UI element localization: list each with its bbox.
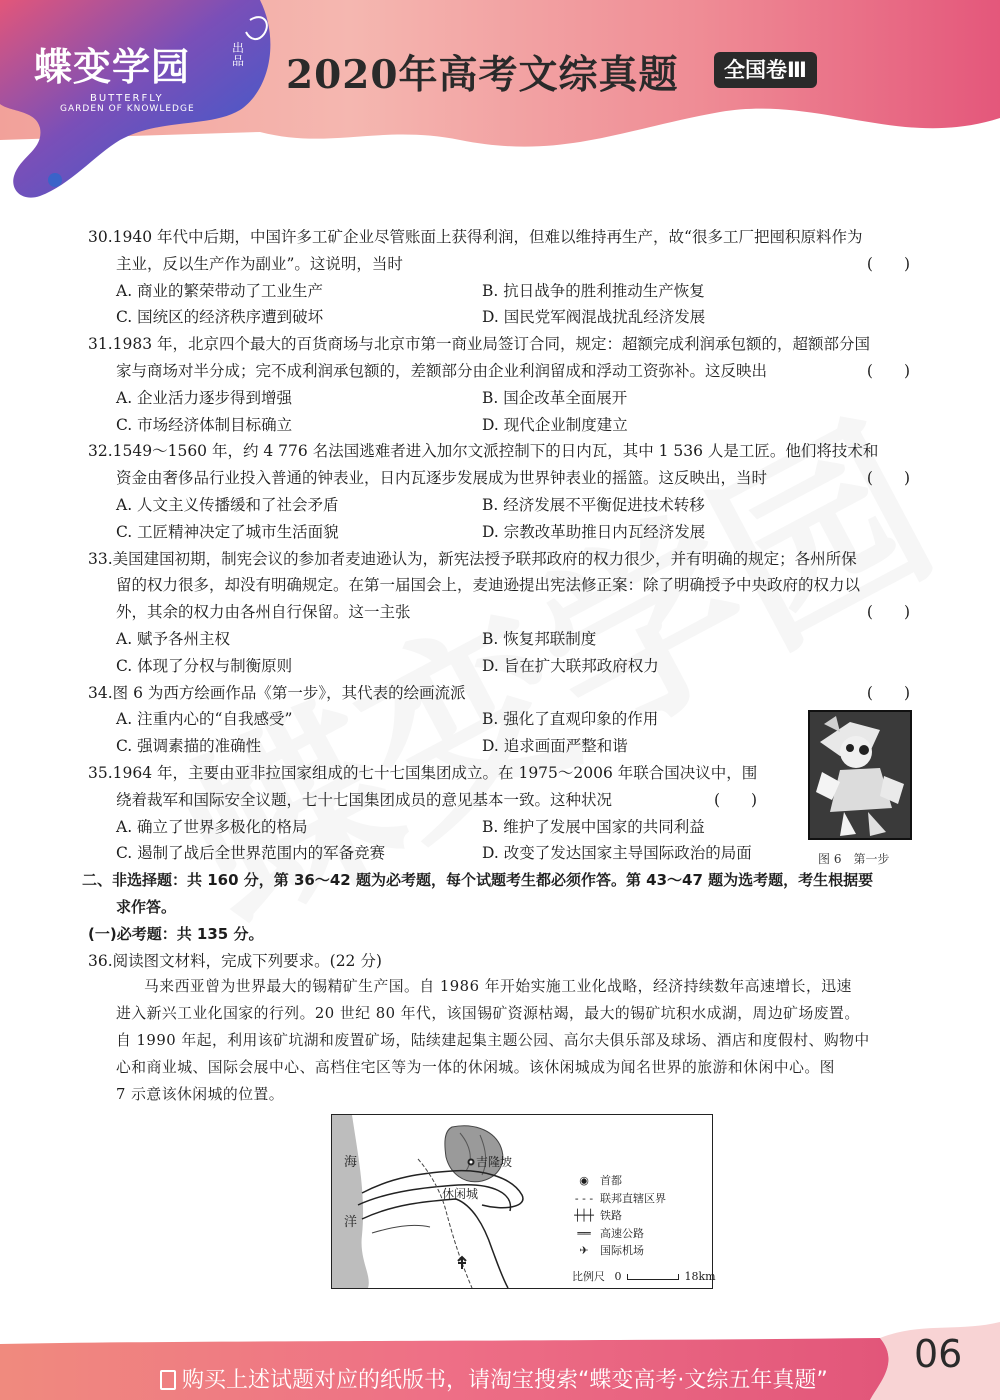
option-a: A. 商业的繁荣带动了工业生产 [116, 281, 324, 300]
brand-block [34, 36, 245, 114]
legend-item [568, 1207, 666, 1225]
option-b: B. 恢复邦联制度 [482, 629, 597, 648]
option-b: B. 国企改革全面展开 [482, 388, 628, 407]
question-stem-line [88, 251, 914, 278]
option-c: C. 工匠精神决定了城市生活面貌 [116, 522, 339, 541]
legend-label: 首都 [600, 1174, 622, 1187]
exam-badge: 全国卷Ⅲ [714, 52, 817, 88]
capital-icon: ◉ [579, 1174, 589, 1187]
answer-blank: ( ) [866, 683, 910, 702]
figure-6-painting [808, 710, 912, 840]
material-line: 自 1990 年起，利用该矿坑湖和废置矿场，陆续建起集主题公园、高尔夫俱乐部及球场、酒店和度假村、购物中 [116, 1031, 870, 1049]
question-stem-line: 33.美国建国初期，制宪会议的参加者麦迪逊认为，新宪法授予联邦政府的权力很少，并有明确的规定；各州所保 [88, 549, 857, 568]
exam-content [82, 224, 914, 1108]
scale-zero: 0 [614, 1270, 622, 1283]
question-stem-line: 30.1940 年代中后期，中国许多工矿企业尽管账面上获得利润，但难以维持再生产，故“很多工厂把囤积原料作为 [88, 228, 863, 246]
brand-english-subtitle: GARDEN OF KNOWLEDGE [60, 104, 195, 114]
book-icon [160, 1370, 176, 1390]
question-stem-line [88, 465, 914, 492]
options [88, 706, 914, 760]
question-stem-text: 资金由奢侈品行业投入普通的钟表业，日内瓦逐步发展成为世界钟表业的摇篮。这反映出，当时 [116, 469, 768, 488]
scale-label: 比例尺 [572, 1270, 605, 1283]
legend-label: 国际机场 [600, 1244, 644, 1257]
railway-icon: ┼┼┼ [574, 1209, 594, 1222]
page-number: 06 [914, 1332, 963, 1376]
boundary-line-icon: - - - [574, 1191, 594, 1205]
options [88, 492, 914, 546]
page-footer [0, 1322, 1000, 1400]
options [88, 814, 914, 868]
legend-item [568, 1242, 666, 1260]
question-stem-line: 留的权力很多，却没有明确规定。在第一届国会上，麦迪逊提出宪法修正案：除了明确授予中央政府的权力以 [116, 576, 861, 595]
options [88, 385, 914, 439]
answer-blank: ( ) [866, 361, 910, 380]
option-c: C. 国统区的经济秩序遭到破坏 [116, 308, 324, 327]
section-heading: 二、非选择题：共 160 分，第 36～42 题为必考题，每个试题考生都必须作答。第 43～47 题为选考题，考生根据要 [82, 871, 874, 890]
option-a: A. 企业活力逐步得到增强 [116, 388, 293, 407]
question-stem-line: 35.1964 年，主要由亚非拉国家组成的七十七国集团成立。在 1975～2006 年联合国决议中，围 [88, 763, 758, 782]
option-a: A. 注重内心的“自我感受” [116, 710, 293, 729]
question-30 [88, 224, 914, 331]
option-c: C. 体现了分权与制衡原则 [116, 656, 293, 675]
option-d: D. 国民党军阀混战扰乱经济发展 [482, 308, 706, 327]
footer-promo-text: 购买上述试题对应的纸版书，请淘宝搜索“蝶变高考·文综五年真题” [182, 1368, 828, 1393]
option-b: B. 抗日战争的胜利推动生产恢复 [482, 281, 705, 300]
option-c: C. 强调素描的准确性 [116, 737, 262, 756]
question-stem-line [88, 358, 914, 385]
material-line: 进入新兴工业化国家的行列。20 世纪 80 年代，该国锡矿资源枯竭，最大的锡矿坑积水成湖，周边矿场废置。 [116, 1005, 860, 1023]
question-stem-text: 绕着裁军和国际安全议题，七十七国集团成员的意见基本一致。这种状况 [116, 790, 613, 809]
answer-blank: ( ) [866, 603, 910, 622]
question-33 [88, 546, 914, 680]
question-31 [88, 331, 914, 438]
page-header [0, 0, 1000, 200]
question-stem-text: 家与商场对半分成；完不成利润承包额的，差额部分由企业利润留成和浮动工资弥补。这反映出 [116, 361, 768, 380]
option-b: B. 强化了直观印象的作用 [482, 710, 659, 729]
question-36-stem: 36.阅读图文材料，完成下列要求。(22 分) [88, 951, 382, 970]
answer-blank: ( ) [866, 254, 910, 273]
brand-logo: 蝶变学园 [34, 45, 191, 89]
option-b: B. 经济发展不平衡促进技术转移 [482, 495, 705, 514]
legend-item [568, 1225, 666, 1243]
subsection-heading: (一)必考题：共 135 分。 [88, 924, 264, 943]
option-c: C. 遏制了战后全世界范围内的军备竞赛 [116, 844, 386, 863]
legend-label: 铁路 [600, 1209, 622, 1222]
answer-blank: ( ) [714, 790, 758, 809]
map-sea-label: 洋 [344, 1215, 358, 1230]
question-36-material [88, 974, 914, 1108]
option-d: D. 旨在扩大联邦政府权力 [482, 656, 659, 675]
legend-label: 联邦直辖区界 [600, 1191, 666, 1205]
highway-icon: ══ [577, 1226, 591, 1240]
options [88, 626, 914, 680]
brand-tag: 出品 [232, 41, 245, 68]
question-35 [88, 760, 914, 867]
question-stem-line: 32.1549～1560 年，约 4 776 名法国逃难者进入加尔文派控制下的日内瓦，其中 1 536 人是工匠。他们将技术和 [88, 442, 879, 461]
options [88, 278, 914, 332]
question-stem-text: 主业，反以生产作为副业”。这说明，当时 [116, 254, 403, 273]
airport-icon: ✈ [579, 1244, 589, 1257]
map-sea-label: 海 [344, 1155, 358, 1170]
brand-english-name: BUTTERFLY [90, 93, 164, 104]
footer-promo [160, 1363, 828, 1394]
question-stem-line [88, 787, 914, 814]
painting-image [810, 712, 910, 838]
option-d: D. 改变了发达国家主导国际政治的局面 [482, 844, 752, 863]
option-d: D. 宗教改革助推日内瓦经济发展 [482, 522, 706, 541]
option-c: C. 市场经济体制目标确立 [116, 415, 293, 434]
legend-label: 高速公路 [600, 1226, 644, 1240]
option-d: D. 追求画面严整和谐 [482, 737, 628, 756]
map-legend [568, 1172, 666, 1260]
figure-6-caption: 图 6 第一步 [818, 852, 890, 866]
question-stem-text: 34.图 6 为西方绘画作品《第一步》，其代表的绘画流派 [88, 683, 466, 702]
option-b: B. 维护了发展中国家的共同利益 [482, 817, 705, 836]
map-scale-bar [572, 1268, 716, 1284]
scale-bar-line [627, 1274, 679, 1280]
option-a: A. 人文主义传播缓和了社会矛盾 [116, 495, 339, 514]
question-stem-line [88, 680, 914, 707]
map-leisure-city-label: 休闲城 [442, 1187, 479, 1201]
section-heading: 求作答。 [116, 897, 177, 916]
question-32 [88, 438, 914, 545]
legend-item [568, 1172, 666, 1190]
question-34 [88, 680, 914, 760]
scale-end: 18km [684, 1270, 716, 1283]
option-a: A. 确立了世界多极化的格局 [116, 817, 308, 836]
answer-blank: ( ) [866, 469, 910, 488]
option-d: D. 现代企业制度建立 [482, 415, 628, 434]
map-capital-label: 吉隆坡 [476, 1155, 513, 1169]
question-stem-line: 31.1983 年，北京四个最大的百货商场与北京市第一商业局签订合同，规定：超额完成利润承包额的，超额部分国 [88, 335, 871, 354]
material-line: 马来西亚曾为世界最大的锡精矿生产国。自 1986 年开始实施工业化战略，经济持续数年高速增长，迅速 [144, 978, 852, 996]
page-title: 2020年高考文综真题 [286, 52, 679, 98]
option-a: A. 赋予各州主权 [116, 629, 231, 648]
question-stem-text: 外，其余的权力由各州自行保留。这一主张 [116, 603, 411, 622]
question-stem-line [88, 599, 914, 626]
legend-item [568, 1190, 666, 1208]
material-line: 7 示意该休闲城的位置。 [116, 1085, 285, 1103]
material-line: 心和商业城、国际会展中心、高档住宅区等为一体的休闲城。该休闲城成为闻名世界的旅游和休闲中心。图 [116, 1058, 835, 1076]
